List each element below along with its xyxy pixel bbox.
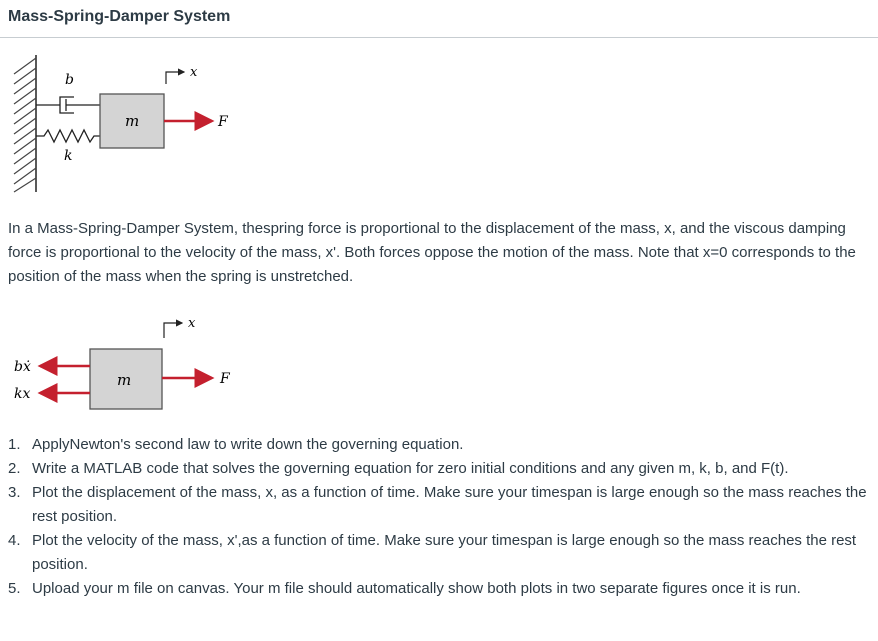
wall [14,55,36,192]
list-item-number: 3. [8,484,21,501]
list-item [8,577,868,601]
list-item-text: Upload your m file on canvas. Your m file should automatically show both plots in two separate figures once it is run. [32,580,801,597]
page-title: Mass-Spring-Damper System [8,8,231,25]
spring-label: k [64,148,73,164]
mass-label: m [125,112,140,130]
description-paragraph: In a Mass-Spring-Damper System, thespring force is proportional to the displacement of the mass, x, and the viscous damping force is proportional to the velocity of the mass, x'. Both forces oppose the motion of the mass. Note that x=0 corresponds to the position of the mass when the spring is unstretched. [8,220,856,285]
position-reference [164,323,182,338]
free-body-diagram [0,305,260,420]
force-label: F [218,114,228,130]
damper-label: b [65,72,74,88]
position-label: x [190,65,198,80]
list-item-text: ApplyNewton's second law to write down the governing equation. [32,436,464,453]
task-list [8,433,868,601]
mass-spring-damper-diagram [0,50,260,200]
position-label: x [188,316,196,331]
spring [36,130,100,142]
list-item-text: Plot the displacement of the mass, x, as a function of time. Make sure your timespan is large enough so the mass reaches the rest position. [32,484,867,525]
list-item [8,457,868,481]
damper [36,97,100,113]
title-divider [0,37,878,38]
position-reference [166,72,184,84]
force-label: F [220,371,230,387]
list-item-text: Write a MATLAB code that solves the governing equation for zero initial conditions and any given m, k, b, and F(t). [32,460,789,477]
list-item-number: 1. [8,436,21,453]
list-item-number: 5. [8,580,21,597]
list-item-number: 2. [8,460,21,477]
list-item [8,433,868,457]
damping-force-label: bẋ [14,359,31,375]
list-item-number: 4. [8,532,21,549]
list-item [8,529,868,577]
mass-label: m [117,371,132,389]
list-item [8,481,868,529]
spring-force-label: kx [14,386,31,402]
list-item-text: Plot the velocity of the mass, x',as a function of time. Make sure your timespan is large enough so the mass reaches the rest position. [32,532,857,573]
